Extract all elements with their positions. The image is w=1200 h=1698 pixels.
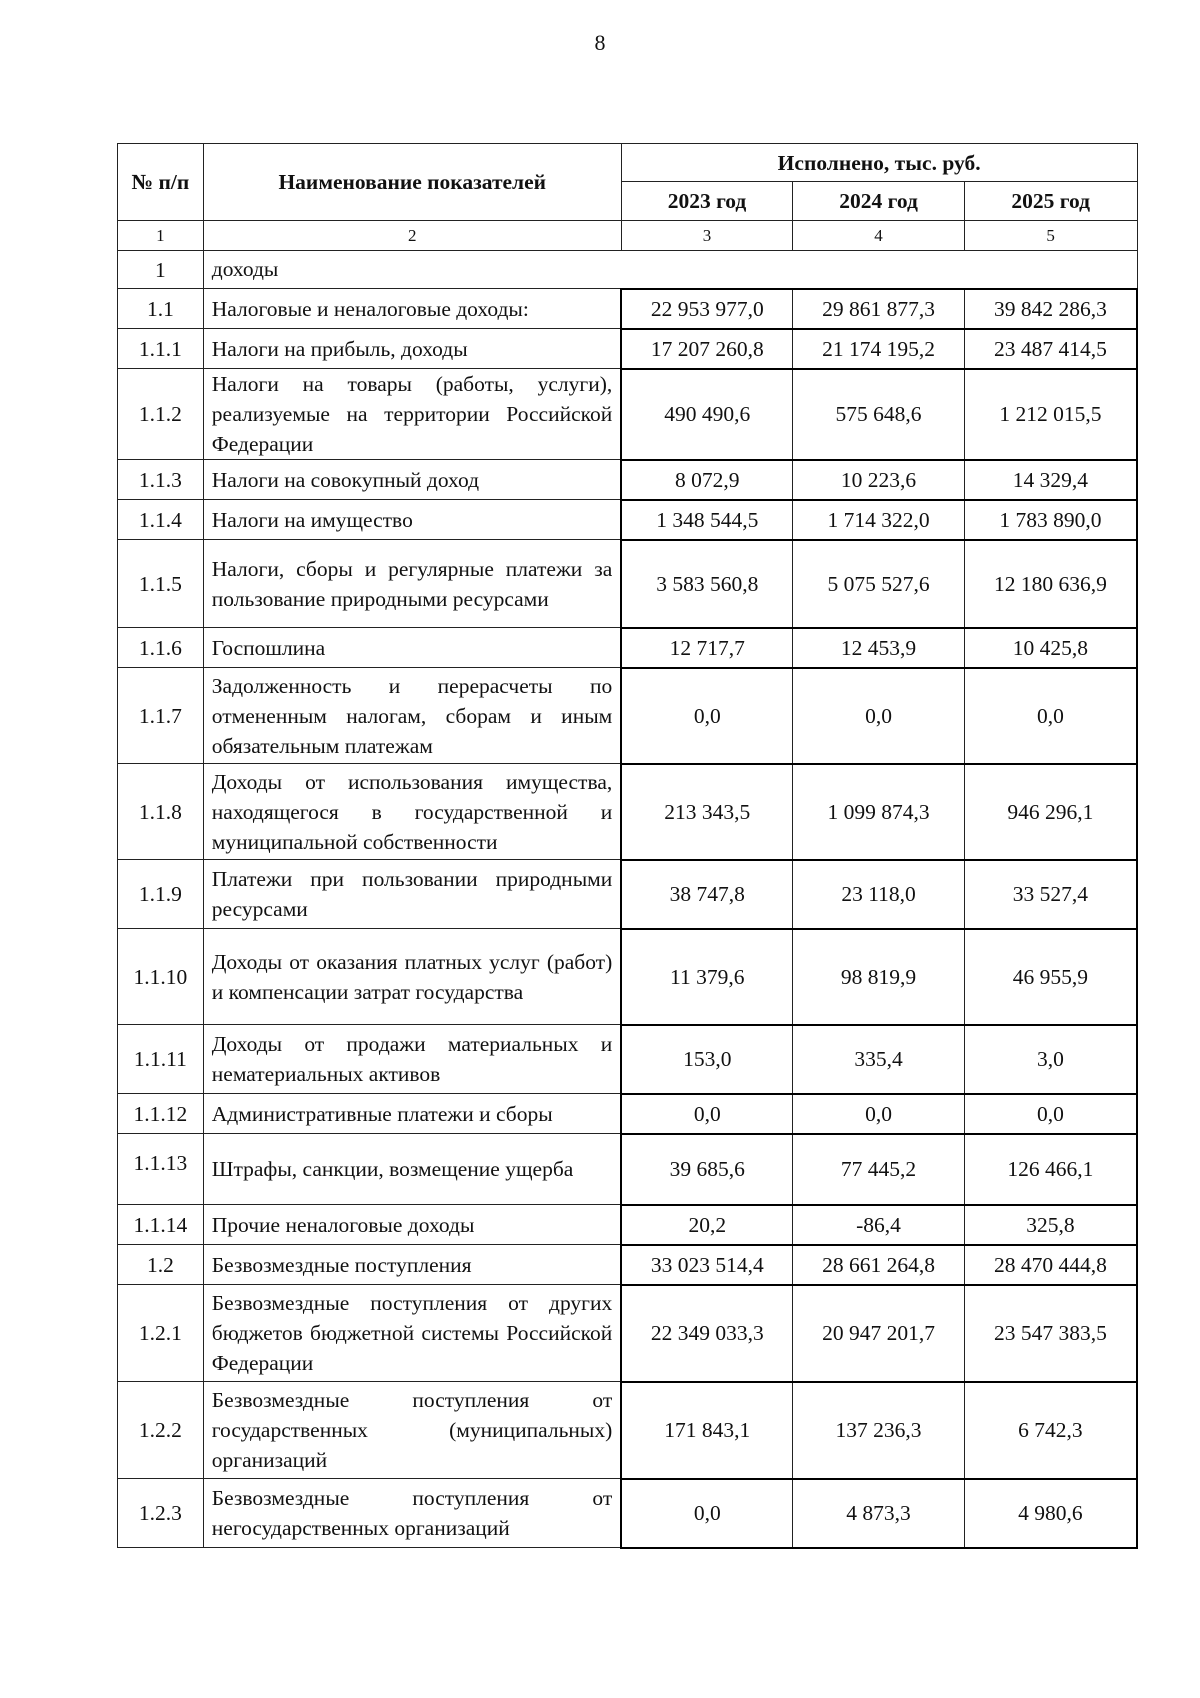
section-row: [118, 251, 1138, 289]
row-number: 1.2.1: [118, 1285, 204, 1382]
value-2023: 153,0: [621, 1025, 793, 1094]
value-2023: 12 717,7: [621, 628, 793, 668]
table-row: [118, 860, 1138, 929]
row-name: Безвозмездные поступления: [203, 1245, 621, 1285]
value-2024: 575 648,6: [793, 369, 965, 460]
value-2025: 33 527,4: [964, 860, 1137, 929]
column-number: 3: [621, 221, 793, 251]
value-2024: 0,0: [793, 1094, 965, 1134]
row-number: 1.2.3: [118, 1479, 204, 1548]
row-number: 1.1.14: [118, 1205, 204, 1245]
table-row: [118, 1025, 1138, 1094]
table-row: [118, 1245, 1138, 1285]
column-number: 5: [964, 221, 1137, 251]
value-2024: 98 819,9: [793, 929, 965, 1025]
value-2023: 33 023 514,4: [621, 1245, 793, 1285]
value-2025: 23 547 383,5: [964, 1285, 1137, 1382]
revenue-table: [117, 143, 1138, 1549]
value-2025: 0,0: [964, 1094, 1137, 1134]
row-name: Штрафы, санкции, возмещение ущерба: [203, 1134, 621, 1205]
row-number: 1.1.9: [118, 860, 204, 929]
table-row: [118, 929, 1138, 1025]
value-2024: 1 099 874,3: [793, 764, 965, 860]
row-number: 1.2: [118, 1245, 204, 1285]
table-row: [118, 369, 1138, 460]
header-year-2025: 2025 год: [964, 182, 1137, 221]
row-number: 1.1.7: [118, 668, 204, 764]
value-2024: 10 223,6: [793, 460, 965, 500]
row-name: Административные платежи и сборы: [203, 1094, 621, 1134]
row-name: Безвозмездные поступления от государственных (муниципальных) организаций: [203, 1382, 621, 1479]
row-name: Доходы от оказания платных услуг (работ) и компенсации затрат государства: [203, 929, 621, 1025]
table-row: [118, 1094, 1138, 1134]
value-2025: 23 487 414,5: [964, 329, 1137, 369]
column-number: 1: [118, 221, 204, 251]
row-number: 1.1.2: [118, 369, 204, 460]
value-2025: 4 980,6: [964, 1479, 1137, 1548]
table-row: [118, 764, 1138, 860]
value-2024: 0,0: [793, 668, 965, 764]
row-number: 1.1.5: [118, 540, 204, 628]
value-2025: 10 425,8: [964, 628, 1137, 668]
value-2024: 20 947 201,7: [793, 1285, 965, 1382]
value-2023: 39 685,6: [621, 1134, 793, 1205]
value-2024: 5 075 527,6: [793, 540, 965, 628]
row-number: 1.1: [118, 289, 204, 329]
row-name: Налоги, сборы и регулярные платежи за пользование природными ресурсами: [203, 540, 621, 628]
row-name: Задолженность и перерасчеты по отмененным налогам, сборам и иным обязательным платежам: [203, 668, 621, 764]
value-2025: 3,0: [964, 1025, 1137, 1094]
row-name: Налоги на товары (работы, услуги), реализуемые на территории Российской Федерации: [203, 369, 621, 460]
row-name: Прочие неналоговые доходы: [203, 1205, 621, 1245]
section-label: доходы: [203, 251, 1137, 289]
header-name: Наименование показателей: [203, 144, 621, 221]
section-num: 1: [118, 251, 204, 289]
row-number: 1.1.1: [118, 329, 204, 369]
table-row: [118, 1285, 1138, 1382]
value-2023: 3 583 560,8: [621, 540, 793, 628]
header-row-1: [118, 144, 1138, 182]
value-2023: 17 207 260,8: [621, 329, 793, 369]
value-2025: 1 783 890,0: [964, 500, 1137, 540]
row-name: Налоги на прибыль, доходы: [203, 329, 621, 369]
value-2023: 213 343,5: [621, 764, 793, 860]
value-2023: 8 072,9: [621, 460, 793, 500]
row-number: 1.1.4: [118, 500, 204, 540]
value-2025: 39 842 286,3: [964, 289, 1137, 329]
value-2024: -86,4: [793, 1205, 965, 1245]
value-2025: 946 296,1: [964, 764, 1137, 860]
value-2024: 4 873,3: [793, 1479, 965, 1548]
page-number: 8: [594, 30, 606, 55]
row-name: Налоги на совокупный доход: [203, 460, 621, 500]
row-number: 1.2.2: [118, 1382, 204, 1479]
row-number: 1.1.8: [118, 764, 204, 860]
value-2024: 23 118,0: [793, 860, 965, 929]
value-2023: 22 953 977,0: [621, 289, 793, 329]
table-row: [118, 289, 1138, 329]
value-2023: 171 843,1: [621, 1382, 793, 1479]
value-2024: 335,4: [793, 1025, 965, 1094]
row-name: Госпошлина: [203, 628, 621, 668]
header-group: Исполнено, тыс. руб.: [621, 144, 1137, 182]
value-2024: 29 861 877,3: [793, 289, 965, 329]
table-row: [118, 628, 1138, 668]
value-2023: 11 379,6: [621, 929, 793, 1025]
value-2025: 325,8: [964, 1205, 1137, 1245]
value-2025: 6 742,3: [964, 1382, 1137, 1479]
value-2023: 0,0: [621, 1479, 793, 1548]
header-year-2023: 2023 год: [621, 182, 793, 221]
header-year-2024: 2024 год: [793, 182, 965, 221]
row-name: Налоги на имущество: [203, 500, 621, 540]
table-row: [118, 540, 1138, 628]
table-row: [118, 460, 1138, 500]
table-row: [118, 1479, 1138, 1548]
value-2025: 1 212 015,5: [964, 369, 1137, 460]
value-2025: 126 466,1: [964, 1134, 1137, 1205]
value-2024: 28 661 264,8: [793, 1245, 965, 1285]
row-name: Доходы от использования имущества, находящегося в государственной и муниципальной собственности: [203, 764, 621, 860]
row-name: Безвозмездные поступления от других бюджетов бюджетной системы Российской Федерации: [203, 1285, 621, 1382]
value-2024: 137 236,3: [793, 1382, 965, 1479]
table-row: [118, 668, 1138, 764]
row-number: 1.1.11: [118, 1025, 204, 1094]
value-2025: 0,0: [964, 668, 1137, 764]
value-2024: 77 445,2: [793, 1134, 965, 1205]
value-2024: 1 714 322,0: [793, 500, 965, 540]
value-2023: 22 349 033,3: [621, 1285, 793, 1382]
column-number: 2: [203, 221, 621, 251]
row-name: Доходы от продажи материальных и нематериальных активов: [203, 1025, 621, 1094]
value-2025: 28 470 444,8: [964, 1245, 1137, 1285]
value-2023: 490 490,6: [621, 369, 793, 460]
row-number: 1.1.13: [118, 1134, 204, 1205]
column-number: 4: [793, 221, 965, 251]
value-2024: 12 453,9: [793, 628, 965, 668]
value-2025: 14 329,4: [964, 460, 1137, 500]
row-number: 1.1.12: [118, 1094, 204, 1134]
value-2023: 38 747,8: [621, 860, 793, 929]
value-2024: 21 174 195,2: [793, 329, 965, 369]
table-row: [118, 1382, 1138, 1479]
row-number: 1.1.6: [118, 628, 204, 668]
header-num: № п/п: [118, 144, 204, 221]
table-row: [118, 500, 1138, 540]
column-number-row: [118, 221, 1138, 251]
value-2025: 12 180 636,9: [964, 540, 1137, 628]
row-number: 1.1.3: [118, 460, 204, 500]
value-2023: 0,0: [621, 668, 793, 764]
table-row: [118, 329, 1138, 369]
table-row: [118, 1205, 1138, 1245]
table-row: [118, 1134, 1138, 1205]
row-name: Платежи при пользовании природными ресурсами: [203, 860, 621, 929]
value-2023: 0,0: [621, 1094, 793, 1134]
row-name: Налоговые и неналоговые доходы:: [203, 289, 621, 329]
value-2025: 46 955,9: [964, 929, 1137, 1025]
value-2023: 1 348 544,5: [621, 500, 793, 540]
row-number: 1.1.10: [118, 929, 204, 1025]
value-2023: 20,2: [621, 1205, 793, 1245]
row-name: Безвозмездные поступления от негосударственных организаций: [203, 1479, 621, 1548]
